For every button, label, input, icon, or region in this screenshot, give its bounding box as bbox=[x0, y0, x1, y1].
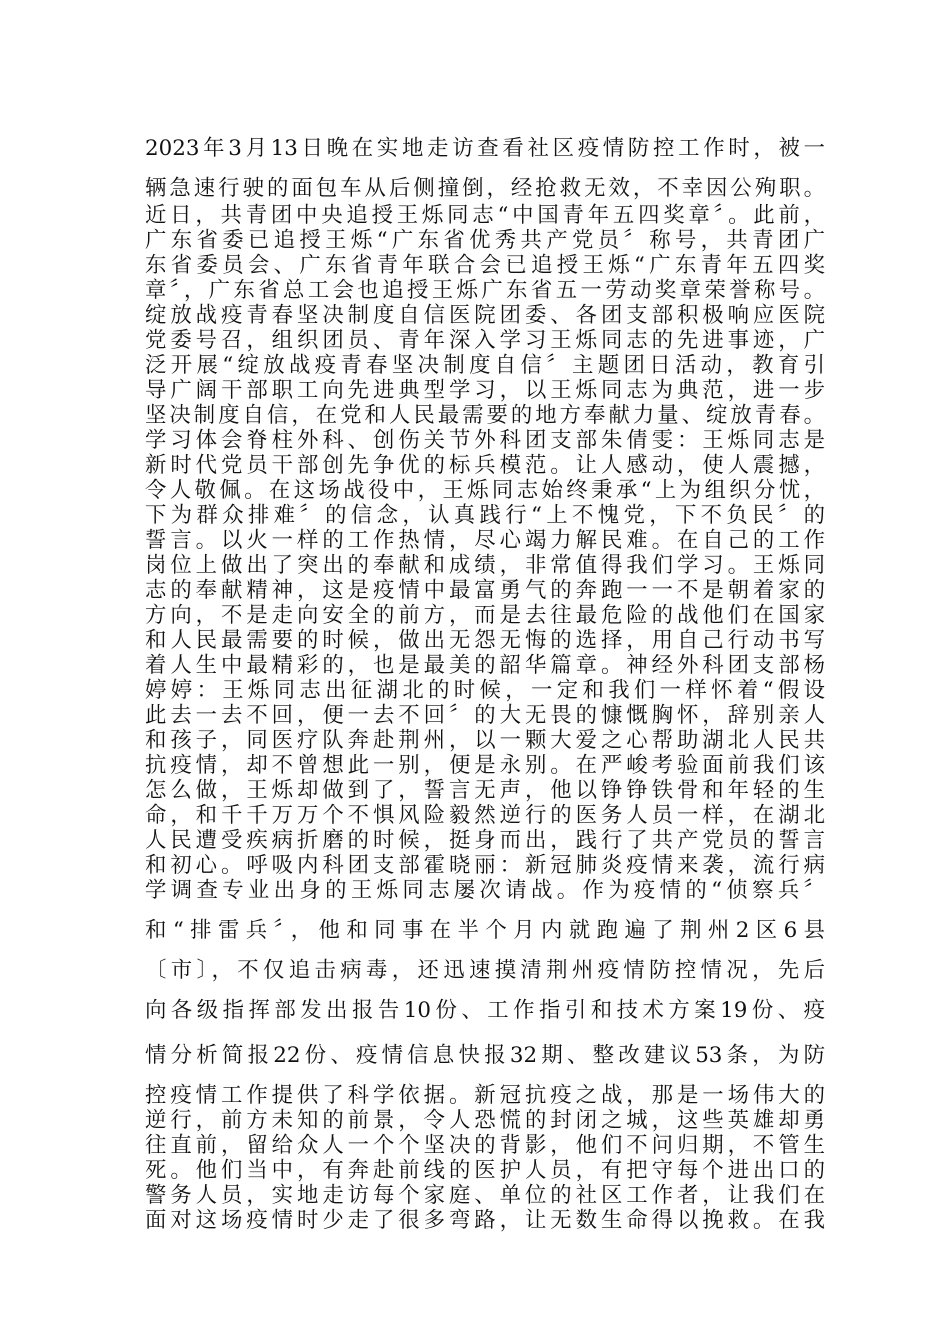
text-line: 岗位上做出了突出的奉献和成绩，非常值得我们学习。王烁同 bbox=[145, 553, 825, 578]
text-line: 和初心。呼吸内科团支部霍晓丽：新冠肺炎疫情来袭，流行病 bbox=[145, 853, 825, 878]
text-line: 面对这场疫情时少走了很多弯路，让无数生命得以挽救。在我 bbox=[145, 1208, 825, 1233]
text-line: 新时代党员干部创先争优的标兵模范。让人感动，使人震撼， bbox=[145, 453, 825, 478]
text-line: 向各级指挥部发出报告10份、工作指引和技术方案19份、疫 bbox=[145, 998, 825, 1023]
text-line: 方向，不是走向安全的前方，而是去往最危险的战他们在国家 bbox=[145, 603, 825, 628]
text-line: 广东省委已追授王烁“广东省优秀共产党员〞称号，共青团广 bbox=[145, 228, 825, 253]
text-line: 警务人员，实地走访每个家庭、单位的社区工作者，让我们在 bbox=[145, 1183, 825, 1208]
text-line: 2023年3月13日晚在实地走访查看社区疫情防控工作时，被一 bbox=[145, 136, 825, 161]
text-line: 〔市〕，不仅追击病毒，还迅速摸清荆州疫情防控情况，先后 bbox=[145, 958, 825, 983]
text-line: 控疫情工作提供了科学依据。新冠抗疫之战，那是一场伟大的 bbox=[145, 1083, 825, 1108]
text-line: 绽放战疫青春坚决制度自信医院团委、各团支部积极响应医院 bbox=[145, 303, 825, 328]
text-line: 死。他们当中，有奔赴前线的医护人员，有把守每个进出口的 bbox=[145, 1158, 825, 1183]
text-line: 辆急速行驶的面包车从后侧撞倒，经抢救无效，不幸因公殉职。 bbox=[145, 176, 825, 201]
text-line: 着人生中最精彩的，也是最美的韶华篇章。神经外科团支部杨 bbox=[145, 653, 825, 678]
text-line: 和“排雷兵〞，他和同事在半个月内就跑遍了荆州2区6县 bbox=[145, 918, 825, 943]
text-line: 和孩子，同医疗队奔赴荆州，以一颗大爱之心帮助湖北人民共 bbox=[145, 728, 825, 753]
text-line: 逆行，前方未知的前景，令人恐慌的封闭之城，这些英雄却勇 bbox=[145, 1108, 825, 1133]
text-line: 导广阔干部职工向先进典型学习，以王烁同志为典范，进一步 bbox=[145, 378, 825, 403]
text-line: 命，和千千万万个不惧风险毅然逆行的医务人员一样，在湖北 bbox=[145, 803, 825, 828]
text-line: 章〞，广东省总工会也追授王烁广东省五一劳动奖章荣誉称号。 bbox=[145, 278, 825, 303]
text-line: 近日，共青团中央追授王烁同志“中国青年五四奖章〞。此前， bbox=[145, 203, 825, 228]
text-line: 婷婷：王烁同志出征湖北的时候，一定和我们一样怀着“假设 bbox=[145, 678, 825, 703]
text-line: 往直前，留给众人一个个坚决的背影，他们不问归期，不管生 bbox=[145, 1133, 825, 1158]
text-line: 抗疫情，却不曾想此一别，便是永别。在严峻考验面前我们该 bbox=[145, 753, 825, 778]
text-line: 此去一去不回，便一去不回〞的大无畏的慷慨胸怀，辞别亲人 bbox=[145, 703, 825, 728]
text-line: 怎么做，王烁却做到了，誓言无声，他以铮铮铁骨和年轻的生 bbox=[145, 778, 825, 803]
text-line: 学调查专业出身的王烁同志屡次请战。作为疫情的“侦察兵〞 bbox=[145, 878, 825, 903]
text-line: 学习体会脊柱外科、创伤关节外科团支部朱倩雯：王烁同志是 bbox=[145, 428, 825, 453]
text-line: 令人敬佩。在这场战役中，王烁同志始终秉承“上为组织分忧， bbox=[145, 478, 825, 503]
text-line: 党委号召，组织团员、青年深入学习王烁同志的先进事迹，广 bbox=[145, 328, 825, 353]
text-line: 泛开展“绽放战疫青春坚决制度自信〞主题团日活动，教育引 bbox=[145, 353, 825, 378]
text-line: 人民遭受疾病折磨的时候，挺身而出，践行了共产党员的誓言 bbox=[145, 828, 825, 853]
text-line: 誓言。以火一样的工作热情，尽心竭力解民难。在自己的工作 bbox=[145, 528, 825, 553]
text-line: 东省委员会、广东省青年联合会已追授王烁“广东青年五四奖 bbox=[145, 253, 825, 278]
text-line: 和人民最需要的时候，做出无怨无悔的选择，用自己行动书写 bbox=[145, 628, 825, 653]
text-line: 下为群众排难〞的信念，认真践行“上不愧党，下不负民〞的 bbox=[145, 503, 825, 528]
text-line: 志的奉献精神，这是疫情中最富勇气的奔跑一一不是朝着家的 bbox=[145, 578, 825, 603]
text-line: 坚决制度自信，在党和人民最需要的地方奉献力量、绽放青春。 bbox=[145, 403, 825, 428]
text-line: 情分析简报22份、疫情信息快报32期、整改建议53条，为防 bbox=[145, 1043, 825, 1068]
